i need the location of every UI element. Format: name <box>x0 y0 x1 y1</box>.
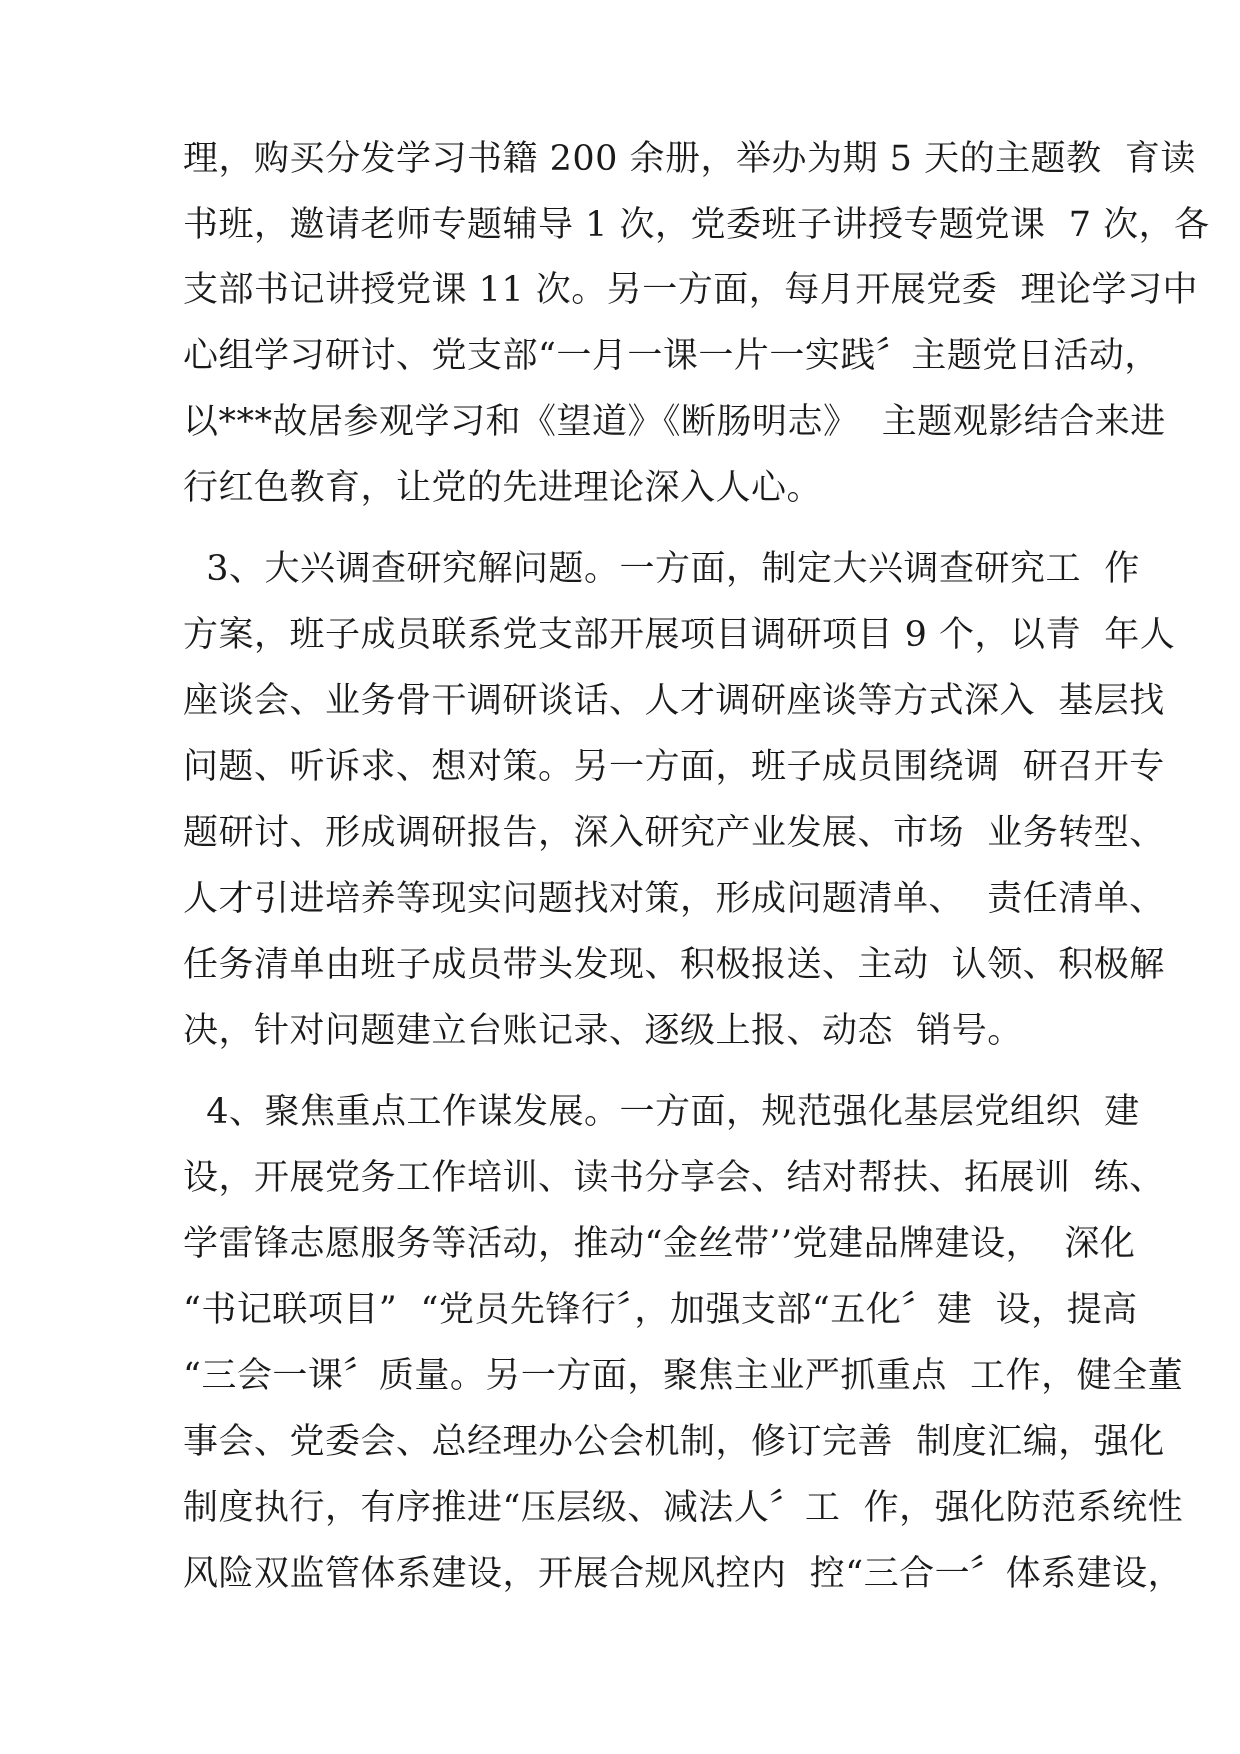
text-line: 任务清单由班子成员带头发现、积极报送、主动 认领、积极解 <box>183 945 1165 985</box>
text-line: 书班，邀请老师专题辅导 1 次，党委班子讲授专题党课 7 次，各 <box>183 205 1210 245</box>
text-line: 人才引进培养等现实问题找对策，形成问题清单、 责任清单、 <box>183 879 1165 919</box>
text-line: 支部书记讲授党课 11 次。另一方面，每月开展党委 理论学习中 <box>183 270 1199 310</box>
text-line: 4、聚焦重点工作谋发展。一方面，规范强化基层党组织 建 <box>183 1092 1140 1132</box>
text-line: 方案，班子成员联系党支部开展项目调研项目 9 个，以青 年人 <box>183 615 1176 655</box>
text-line: 学雷锋志愿服务等活动，推动“金丝带’’党建品牌建设， 深化 <box>183 1224 1136 1264</box>
text-line: 3、大兴调查研究解问题。一方面，制定大兴调查研究工 作 <box>183 549 1140 589</box>
text-line: 问题、听诉求、想对策。另一方面，班子成员围绕调 研召开专 <box>183 747 1165 787</box>
text-line: 设，开展党务工作培训、读书分享会、结对帮扶、拓展训 练、 <box>183 1158 1165 1198</box>
text-line: 心组学习研讨、党支部“一月一课一片一实践〞主题党日活动， <box>183 336 1160 376</box>
text-line: 题研讨、形成调研报告，深入研究产业发展、市场 业务转型、 <box>183 813 1165 853</box>
text-line: 理，购买分发学习书籍 200 余册，举办为期 5 天的主题教 育读 <box>183 139 1196 179</box>
text-line: 以***故居参观学习和《望道》《断肠明志》 主题观影结合来进 <box>183 402 1166 442</box>
text-line: “书记联项目” “党员先锋行〞，加强支部“五化〞建 设，提高 <box>183 1290 1138 1330</box>
text-line: 行红色教育，让党的先进理论深入人心。 <box>183 468 823 508</box>
text-line: 座谈会、业务骨干调研谈话、人才调研座谈等方式深入 基层找 <box>183 681 1165 721</box>
text-line: 事会、党委会、总经理办公会机制，修订完善 制度汇编，强化 <box>183 1422 1165 1462</box>
text-line: “三会一课〞质量。另一方面，聚焦主业严抓重点 工作，健全董 <box>183 1356 1184 1396</box>
text-line: 制度执行，有序推进“压层级、减法人〞工 作，强化防范系统性 <box>183 1488 1184 1528</box>
text-line: 风险双监管体系建设，开展合规风控内 控“三合一〞体系建设， <box>183 1554 1184 1594</box>
text-line: 决，针对问题建立台账记录、逐级上报、动态 销号。 <box>183 1011 1023 1051</box>
